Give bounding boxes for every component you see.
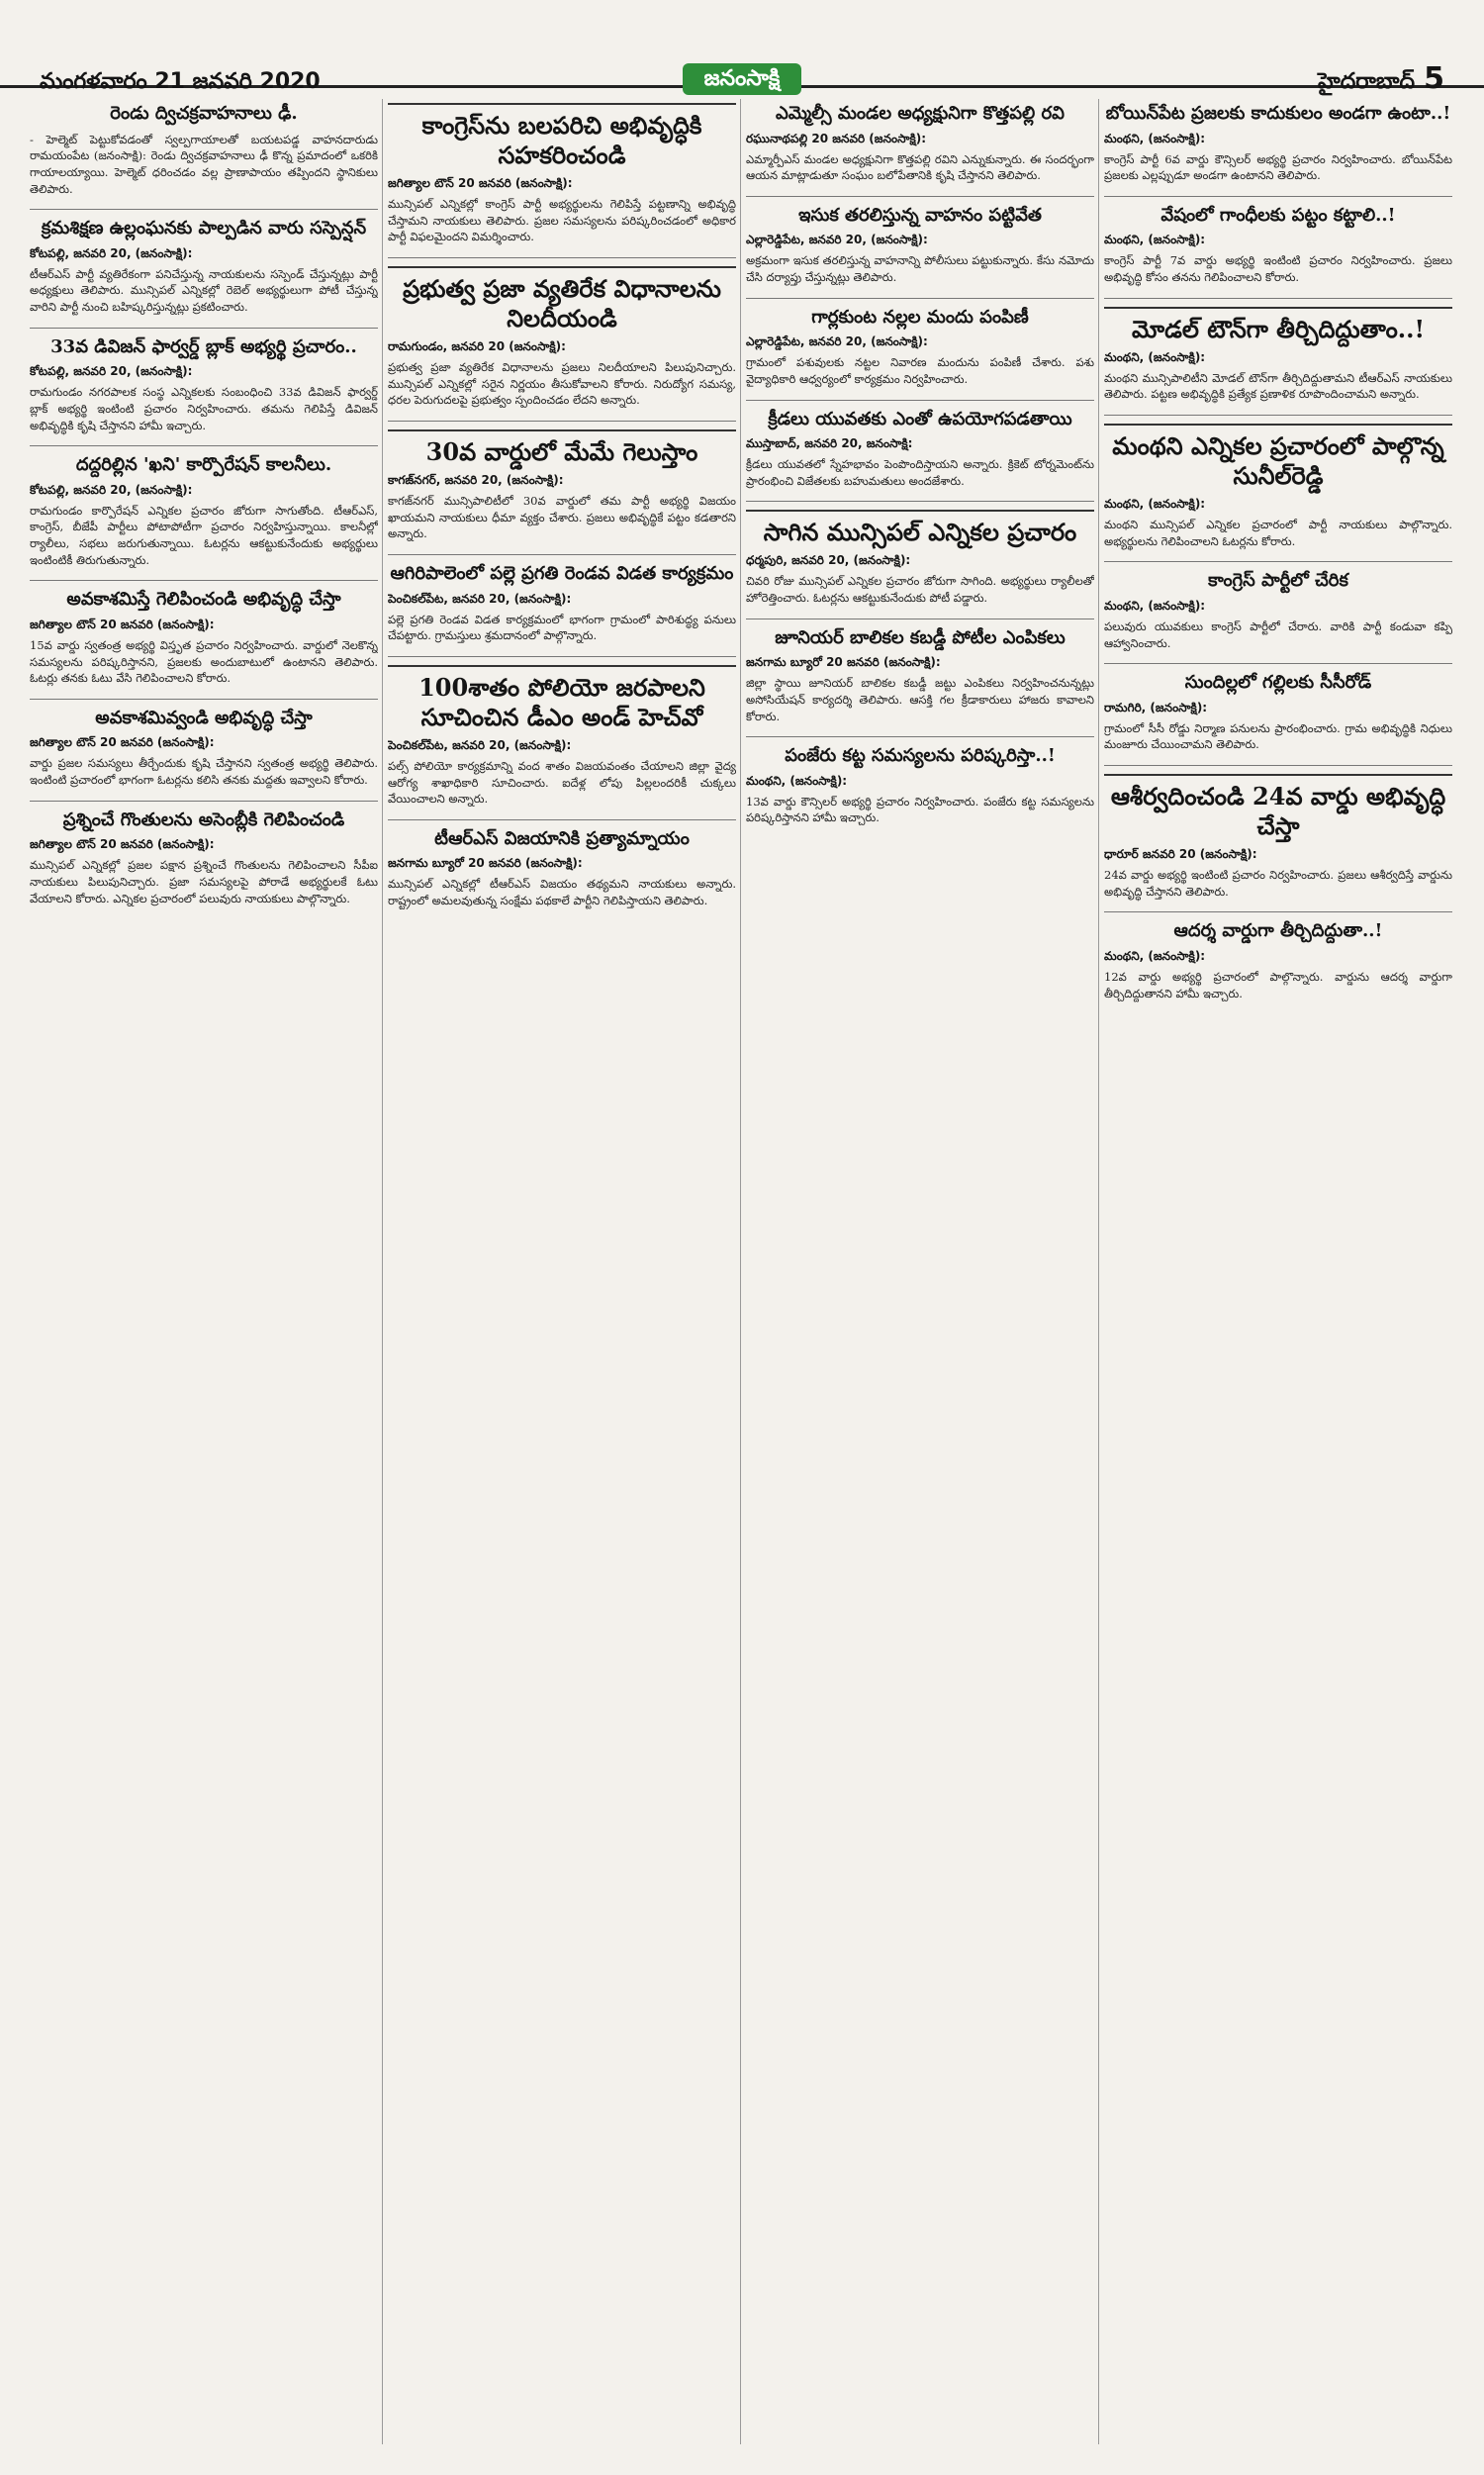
story-dateline: ముస్తాబాద్, జనవరి 20, జనంసాక్షి: (746, 436, 913, 451)
story-headline: అవకాశమివ్వండి అభివృద్ధి చేస్తా (95, 707, 313, 728)
story-dateline: జనగామ బ్యూరో 20 జనవరి (జనంసాక్షి): (388, 856, 583, 871)
story-divider (1104, 663, 1452, 664)
story-divider (746, 400, 1094, 401)
column-divider (1098, 99, 1099, 2444)
story-headline: 100శాతం పోలియో జరపాలని సూచించిన డీఎం అండ్ హెచ్‌వో (388, 665, 736, 732)
story-body: వార్డు ప్రజల సమస్యలు తీర్చేందుకు కృషి చేస్తానని స్వతంత్ర అభ్యర్థి తెలిపారు. ఇంటింటి ప్రచారంలో భాగంగా ఓటర్లను కలిసి తనకు మద్దతు ఇవ్వాలని కోరారు. (30, 756, 378, 788)
story-dateline: కాగజ్‌నగర్, జనవరి 20, (జనంసాక్షి): (388, 473, 564, 488)
story-dateline: ధారూర్ జనవరి 20 (జనంసాక్షి): (1104, 847, 1257, 862)
story-divider (30, 801, 378, 802)
story-headline: ఆగిరిపాలెంలో పల్లె ప్రగతి రెండవ విడత కార్యక్రమం (390, 563, 734, 585)
story-body: 24వ వార్డు అభ్యర్థి ఇంటింటి ప్రచారం నిర్వహించారు. ప్రజలు ఆశీర్వదిస్తే వార్డును అభివృద్ధి చేస్తానని తెలిపారు. (1104, 868, 1452, 899)
news-story (746, 103, 1094, 184)
story-headline: పంజేరు కట్ట సమస్యలను పరిష్కరిస్తా..! (785, 745, 1056, 767)
story-divider (388, 656, 736, 657)
news-story (388, 429, 736, 542)
story-dateline: పెంచికల్‌పేట, జనవరి 20, (జనంసాక్షి): (388, 737, 572, 752)
story-dateline: మంథని, (జనంసాక్షి): (1104, 233, 1206, 247)
story-body: పల్లె ప్రగతి రెండవ విడత కార్యక్రమంలో భాగంగా గ్రామంలో పారిశుద్ధ్య పనులు చేపట్టారు. గ్రామస్తులు శ్రమదానంలో పాల్గొన్నారు. (388, 612, 736, 643)
story-dateline: జగిత్యాల టౌన్ 20 జనవరి (జనంసాక్షి): (30, 735, 215, 750)
story-dateline: ఎల్లారెడ్డిపేట, జనవరి 20, (జనంసాక్షి): (746, 233, 928, 247)
story-dateline: కోటపల్లి, జనవరి 20, (జనంసాక్షి): (30, 364, 193, 379)
story-body: గ్రామంలో పశువులకు నట్టల నివారణ మందును పంపిణీ చేశారు. పశు వైద్యాధికారి ఆధ్వర్యంలో కార్యక్రమం నిర్వహించారు. (746, 355, 1094, 386)
story-body: పలువురు యువకులు కాంగ్రెస్ పార్టీలో చేరారు. వారికి పార్టీ కండువా కప్పి ఆహ్వానించారు. (1104, 619, 1452, 650)
story-headline: సుందిల్లలో గల్లిలకు సీసీరోడ్ (1184, 672, 1372, 694)
story-headline: సాగిన మున్సిపల్ ఎన్నికల ప్రచారం (746, 510, 1094, 547)
story-headline: ప్రభుత్వ ప్రజా వ్యతిరేక విధానాలను నిలదీయండి (388, 266, 736, 333)
story-headline: కాంగ్రెస్ పార్టీలో చేరిక (1208, 570, 1348, 592)
story-headline: గార్లకుంట నల్లల మందు పంపిణీ (811, 306, 1029, 328)
column-1 (30, 99, 378, 2444)
story-headline: రెండు ద్విచక్రవాహనాలు ఢీ. (110, 103, 298, 124)
story-dateline: ఎల్లారెడ్డిపేట, జనవరి 20, (జనంసాక్షి): (746, 334, 928, 349)
news-story (746, 409, 1094, 490)
news-columns (30, 99, 1454, 2444)
story-dateline: కోటపల్లి, జనవరి 20, (జనంసాక్షి): (30, 482, 193, 497)
story-body: ప్రభుత్వ ప్రజా వ్యతిరేక విధానాలను ప్రజలు నిలదీయాలని పిలుపునిచ్చారు. మున్సిపల్ ఎన్నికల్లో సరైన నిర్ణయం తీసుకోవాలని కోరారు. నిరుద్యోగ సమస్య, ధరల పెరుగుదలపై ప్రభుత్వం స్పందించడం లేదని అన్నారు. (388, 360, 736, 408)
story-divider (746, 196, 1094, 197)
story-headline: క్రీడలు యువతకు ఎంతో ఉపయోగపడతాయి (768, 408, 1072, 429)
news-story (1104, 205, 1452, 286)
news-story (1104, 774, 1452, 900)
story-divider (1104, 196, 1452, 197)
story-headline: జూనియర్ బాలికల కబడ్డీ పోటీల ఎంపికలు (775, 626, 1066, 648)
story-dateline: పెంచికల్‌పేట, జనవరి 20, (జనంసాక్షి): (388, 591, 572, 606)
column-3 (746, 99, 1094, 2444)
news-story (1104, 424, 1452, 549)
story-body: కాంగ్రెస్ పార్టీ 7వ వార్డు అభ్యర్థి ఇంటింటి ప్రచారం నిర్వహించారు. ప్రజలు అభివృద్ధి కోసం తనను గెలిపించాలని కోరారు. (1104, 253, 1452, 285)
story-dateline: జగిత్యాల టౌన్ 20 జనవరి (జనంసాక్షి): (30, 837, 215, 852)
masthead (0, 0, 1484, 96)
story-divider (1104, 298, 1452, 299)
story-divider (30, 209, 378, 210)
story-divider (1104, 415, 1452, 416)
story-divider (1104, 561, 1452, 562)
story-body: మంథని మున్సిపల్ ఎన్నికల ప్రచారంలో పార్టీ నాయకులు పాల్గొన్నారు. అభ్యర్థులను గెలిపించాలని ఓటర్లను కోరారు. (1104, 518, 1452, 548)
column-divider (382, 99, 383, 2444)
story-dateline: ధర్మపురి, జనవరి 20, (జనంసాక్షి): (746, 553, 911, 568)
story-headline: 30వ వార్డులో మేమే గెలుస్తాం (388, 429, 736, 467)
story-headline: బోయిన్‌పేట ప్రజలకు కాదుకులం అండగా ఉంటా..! (1105, 103, 1451, 124)
news-story (30, 589, 378, 687)
news-story (30, 809, 378, 907)
story-body: క్రీడలు యువతలో స్నేహభావం పెంపొందిస్తాయని అన్నారు. క్రికెట్ టోర్నమెంట్‌ను ప్రారంభించి విజేతలకు బహుమతులు అందజేశారు. (746, 457, 1094, 488)
story-dateline: మంథని, (జనంసాక్షి): (1104, 349, 1206, 364)
story-body: రామగుండం నగరపాలక సంస్థ ఎన్నికలకు సంబంధించి 33వ డివిజన్ ఫార్వర్డ్ బ్లాక్ అభ్యర్థి ఇంటింటి ప్రచారం నిర్వహించారు. తమను గెలిపిస్తే డివిజన్ అభివృద్ధికి కృషి చేస్తానని హామీ ఇచ్చారు. (30, 385, 378, 432)
story-headline: క్రమశిక్షణ ఉల్లంఘనకు పాల్పడిన వారు సస్పెన్షన్ (41, 218, 367, 239)
story-body: అక్రమంగా ఇసుక తరలిస్తున్న వాహనాన్ని పోలీసులు పట్టుకున్నారు. కేసు నమోదు చేసి దర్యాప్తు చేస్తున్నట్లు తెలిపారు. (746, 253, 1094, 285)
story-dateline: జగిత్యాల టౌన్ 20 జనవరి (జనంసాక్షి): (388, 176, 573, 190)
story-divider (30, 445, 378, 446)
story-body: పల్స్ పోలియో కార్యక్రమాన్ని వంద శాతం విజయవంతం చేయాలని జిల్లా వైద్య ఆరోగ్య శాఖాధికారి సూచించారు. ఐదేళ్ల లోపు పిల్లలందరికీ చుక్కలు వేయించాలని అన్నారు. (388, 758, 736, 807)
news-story (388, 828, 736, 909)
story-headline: దద్దరిల్లిన 'ఖని' కార్పొరేషన్ కాలనీలు. (75, 454, 332, 476)
story-divider (746, 736, 1094, 737)
story-body: మున్సిపల్ ఎన్నికల్లో టీఆర్ఎస్ విజయం తథ్యమని నాయకులు అన్నారు. రాష్ట్రంలో అమలవుతున్న సంక్షేమ పథకాలే పార్టీని గెలిపిస్తాయని తెలిపారు. (388, 877, 736, 908)
masthead-city: హైదరాబాద్ (1318, 69, 1415, 94)
story-body: ఎమ్మార్పీఎస్ మండల అధ్యక్షునిగా కొత్తపల్లి రవిని ఎన్నుకున్నారు. ఈ సందర్భంగా ఆయన మాట్లాడుతూ సంఘం బలోపేతానికి కృషి చేస్తానని తెలిపారు. (746, 151, 1094, 183)
news-story (1104, 103, 1452, 184)
story-divider (30, 328, 378, 329)
story-headline: ఇసుక తరలిస్తున్న వాహనం పట్టివేత (798, 204, 1042, 226)
story-dateline: కోటపల్లి, జనవరి 20, (జనంసాక్షి): (30, 245, 193, 260)
story-dateline: మంథని, (జనంసాక్షి): (1104, 497, 1206, 512)
story-headline: మోడల్ టౌన్‌గా తీర్చిదిద్దుతాం..! (1104, 307, 1452, 344)
story-headline: ఆశీర్వదించండి 24వ వార్డు అభివృద్ధి చేస్తా (1104, 774, 1452, 841)
story-headline: వేషంలో గాంధీలకు పట్టం కట్టాలి..! (1160, 204, 1396, 226)
story-body: మున్సిపల్ ఎన్నికల్లో ప్రజల పక్షాన ప్రశ్నించే గొంతులను గెలిపించాలని సీపీఐ నాయకులు పిలుపునిచ్చారు. ప్రజా సమస్యలపై పోరాడే అభ్యర్థులకే ఓటు వేయాలని కోరారు. ఎన్నికల ప్రచారంలో పలువురు నాయకులు పాల్గొన్నారు. (30, 858, 378, 905)
story-headline: కాంగ్రెస్‌ను బలపరిచి అభివృద్ధికి సహకరించండి (388, 103, 736, 170)
column-2 (388, 99, 736, 2444)
story-dateline: జనగామ బ్యూరో 20 జనవరి (జనంసాక్షి): (746, 655, 941, 670)
column-divider (740, 99, 741, 2444)
story-dateline: జగిత్యాల టౌన్ 20 జనవరి (జనంసాక్షి): (30, 617, 215, 631)
story-divider (388, 554, 736, 555)
story-body: మంథని మున్సిపాలిటీని మోడల్ టౌన్‌గా తీర్చిదిద్దుతామని టీఆర్ఎస్ నాయకులు తెలిపారు. పట్టణ అభివృద్ధికి ప్రత్యేక ప్రణాళిక రూపొందించామని అన్నారు. (1104, 370, 1452, 402)
story-dateline: మంథని, (జనంసాక్షి): (746, 773, 848, 788)
news-story (30, 336, 378, 434)
story-divider (30, 699, 378, 700)
news-story (30, 103, 378, 197)
masthead-date: మంగళవారం 21 జనవరి 2020 (40, 69, 321, 94)
news-story (1104, 307, 1452, 403)
news-story (1104, 920, 1452, 1001)
news-story (746, 307, 1094, 388)
story-dateline: మంథని, (జనంసాక్షి): (1104, 598, 1206, 613)
story-headline: టీఆర్ఎస్‌ విజయానికి ప్రత్యామ్నాయం (434, 827, 690, 849)
news-story (746, 205, 1094, 286)
story-body: 15వ వార్డు స్వతంత్ర అభ్యర్థి విస్తృత ప్రచారం నిర్వహించారు. వార్డులో నెలకొన్న సమస్యలను పరిష్కరిస్తానని, ప్రజలకు అందుబాటులో ఉంటానని తెలిపారు. ఓటర్లు తనకు ఓటు వేసి గెలిపించాలని కోరారు. (30, 637, 378, 686)
news-story (30, 218, 378, 316)
news-story (388, 103, 736, 245)
story-dateline: మంథని, (జనంసాక్షి): (1104, 948, 1206, 963)
story-headline: 33వ డివిజన్ ఫార్వర్డ్ బ్లాక్ అభ్యర్థి ప్రచారం.. (50, 335, 357, 357)
story-headline: ప్రశ్నించే గొంతులను అసెంబ్లీకి గెలిపించండి (62, 809, 345, 830)
story-body: రామగుండం కార్పొరేషన్ ఎన్నికల ప్రచారం జోరుగా సాగుతోంది. టీఆర్ఎస్, కాంగ్రెస్, బీజేపీ పార్టీలు పోటాపోటీగా ప్రచారం నిర్వహిస్తున్నాయి. కాలనీల్లో ర్యాలీలు, సభలు జరుగుతున్నాయి. ఓటర్లను ఆకట్టుకునేందుకు అభ్యర్థులు ఇంటింటికీ తిరుగుతున్నారు. (30, 503, 378, 567)
story-headline: అవకాశమిస్తే గెలిపించండి అభివృద్ధి చేస్తా (66, 589, 341, 611)
story-headline: ఆదర్శ వార్డుగా తీర్చిదిద్దుతా..! (1173, 920, 1383, 942)
story-body: టీఆర్ఎస్ పార్టీ వ్యతిరేకంగా పనిచేస్తున్న నాయకులను సస్పెండ్ చేస్తున్నట్లు పార్టీ అధ్యక్షులు తెలిపారు. మున్సిపల్ ఎన్నికల్లో రెబెల్ అభ్యర్థులుగా పోటీ చేస్తున్న వారిని పార్టీ నుంచి బహిష్కరిస్తున్నట్లు ప్రకటించారు. (30, 266, 378, 315)
story-body: చివరి రోజు మున్సిపల్ ఎన్నికల ప్రచారం జోరుగా సాగింది. అభ్యర్థులు ర్యాలీలతో హోరెత్తించారు. ఓటర్లను ఆకట్టుకునేందుకు పోటీ పడ్డారు. (746, 574, 1094, 606)
story-divider (388, 819, 736, 820)
story-divider (388, 421, 736, 422)
news-story (1104, 570, 1452, 651)
news-story (388, 563, 736, 644)
news-story (30, 454, 378, 568)
news-story (746, 510, 1094, 606)
story-divider (1104, 911, 1452, 912)
column-4 (1104, 99, 1452, 2444)
news-story (388, 266, 736, 409)
story-body: కాంగ్రెస్ పార్టీ 6వ వార్డు కౌన్సిలర్ అభ్యర్థి ప్రచారం నిర్వహించారు. బోయిన్‌పేట ప్రజలకు ఎల్లప్పుడూ అండగా ఉంటానని తెలిపారు. (1104, 151, 1452, 183)
story-dateline: రఘునాథపల్లి 20 జనవరి (జనంసాక్షి): (746, 131, 926, 145)
story-headline: మంథని ఎన్నికల ప్రచారంలో పాల్గొన్న సునీల్‌రెడ్డి (1104, 424, 1452, 491)
story-divider (30, 580, 378, 581)
story-headline: ఎమ్మెల్సీ మండల అధ్యక్షునిగా కొత్తపల్లి రవి (776, 103, 1065, 124)
story-dateline: మంథని, (జనంసాక్షి): (1104, 131, 1206, 145)
story-divider (388, 257, 736, 258)
story-divider (746, 298, 1094, 299)
news-story (1104, 672, 1452, 753)
story-body: - హెల్మెట్ పెట్టుకోవడంతో స్వల్పగాయాలతో బయటపడ్డ వాహనదారుడు రామయంపేట (జనంసాక్షి): రెండు ద్విచక్రవాహనాలు ఢీ కొన్న ప్రమాదంలో ఒకరికి గాయాలయ్యాయి. హెల్మెట్ ధరించడం వల్ల ప్రాణాపాయం తప్పిందని స్థానికులు తెలిపారు. (30, 132, 378, 196)
story-body: కాగజ్‌నగర్ మున్సిపాలిటీలో 30వ వార్డులో తమ పార్టీ అభ్యర్థి విజయం ఖాయమని నాయకులు ధీమా వ్యక్తం చేశారు. ప్రజలు అభివృద్ధికే పట్టం కడతారని అన్నారు. (388, 494, 736, 541)
newspaper-logo: జనంసాక్షి (683, 63, 801, 95)
story-dateline: రామగుండం, జనవరి 20 (జనంసాక్షి): (388, 339, 566, 354)
news-story (746, 745, 1094, 826)
story-divider (746, 501, 1094, 502)
story-body: 12వ వార్డు అభ్యర్థి ప్రచారంలో పాల్గొన్నారు. వార్డును ఆదర్శ వార్డుగా తీర్చిదిద్దుతానని హామీ ఇచ్చారు. (1104, 969, 1452, 1000)
story-body: జిల్లా స్థాయి జూనియర్ బాలికల కబడ్డీ జట్టు ఎంపికలు నిర్వహించనున్నట్లు అసోసియేషన్ కార్యదర్శి తెలిపారు. ఆసక్తి గల క్రీడాకారులు హాజరు కావాలని కోరారు. (746, 676, 1094, 723)
page-number: 5 (1424, 61, 1444, 96)
news-story (30, 708, 378, 789)
story-body: మున్సిపల్ ఎన్నికల్లో కాంగ్రెస్ పార్టీ అభ్యర్థులను గెలిపిస్తే పట్టణాన్ని అభివృద్ధి చేస్తామని నాయకులు తెలిపారు. ప్రజల సమస్యలను పరిష్కరించడంలో అధికార పార్టీ విఫలమైందని విమర్శించారు. (388, 197, 736, 244)
story-divider (1104, 765, 1452, 766)
story-dateline: రామగిరి, (జనంసాక్షి): (1104, 700, 1208, 714)
news-story (746, 627, 1094, 725)
news-story (388, 665, 736, 808)
story-body: 13వ వార్డు కౌన్సిలర్ అభ్యర్థి ప్రచారం నిర్వహించారు. పంజేరు కట్ట సమస్యలను పరిష్కరిస్తానని హామీ ఇచ్చారు. (746, 794, 1094, 825)
story-body: గ్రామంలో సీసీ రోడ్డు నిర్మాణ పనులను ప్రారంభించారు. గ్రామ అభివృద్ధికి నిధులు మంజూరు చేయించామని తెలిపారు. (1104, 720, 1452, 752)
